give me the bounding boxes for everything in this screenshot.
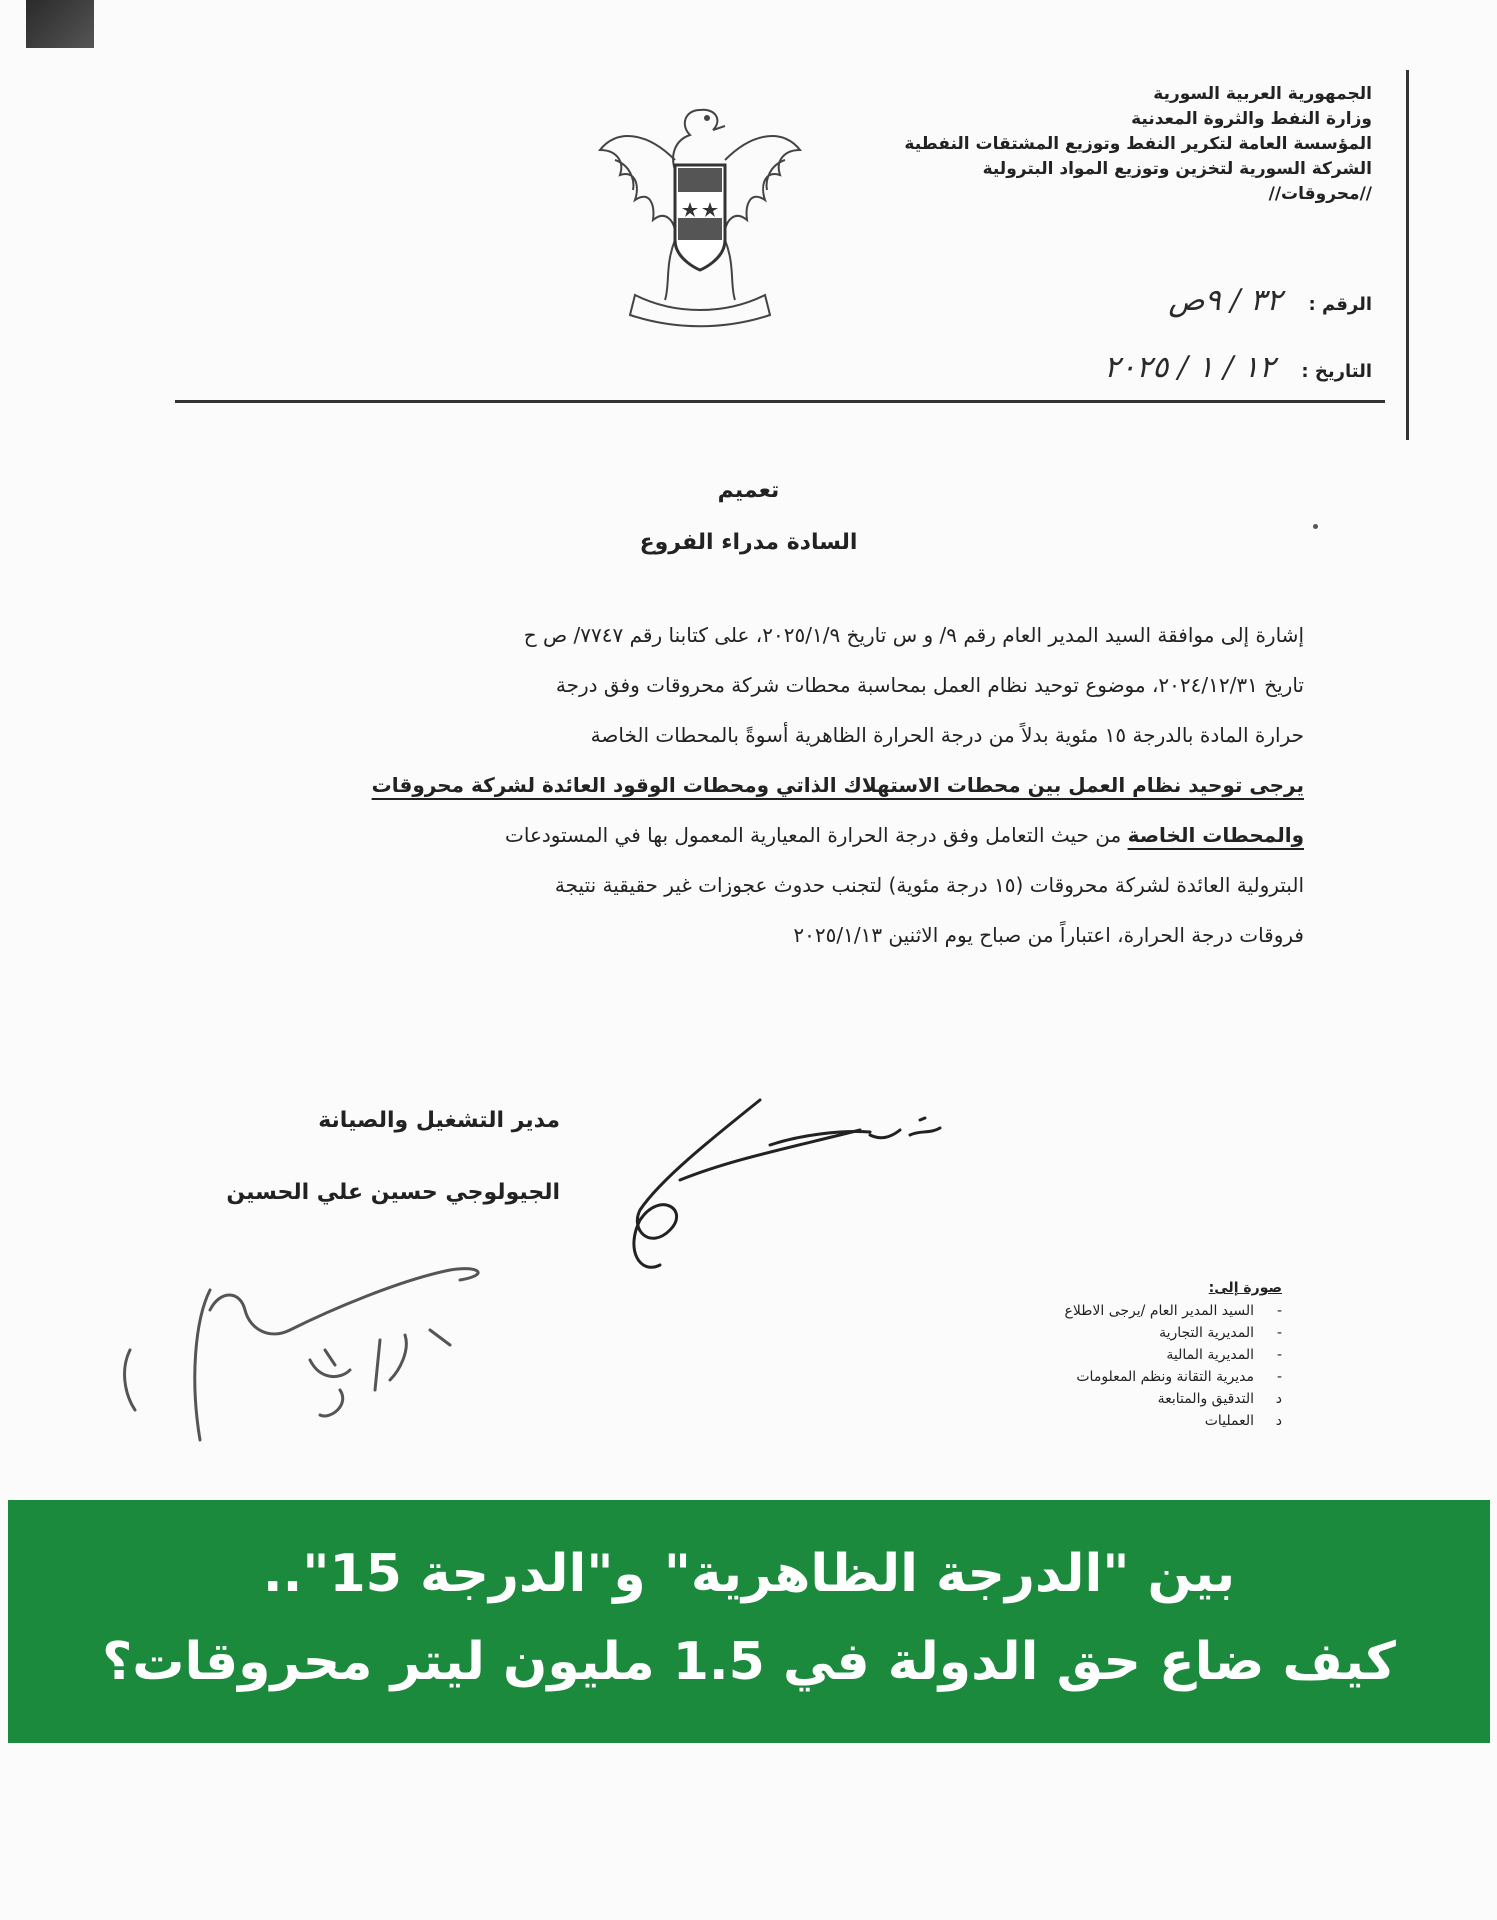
letterhead-line: الشركة السورية لتخزين وتوزيع المواد البترولية [982,159,1372,179]
cc-marker: - [1276,1369,1282,1385]
letterhead-line: وزارة النفط والثروة المعدنية [1131,109,1372,129]
cc-item [902,1300,1282,1322]
scan-dot [1313,524,1318,529]
cc-item [902,1344,1282,1366]
eagle-emblem-icon [595,90,805,330]
cc-item-text: التدقيق والمتابعة [1157,1391,1254,1407]
cc-item [902,1322,1282,1344]
cc-title: صورة إلى: [1208,1280,1282,1296]
letterhead-line: المؤسسة العامة لتكرير النفط وتوزيع المشتقات النفطية [904,134,1372,154]
headline-banner [8,1500,1490,1743]
cc-list [902,1280,1282,1432]
reference-number-value: ٣٢ / ٩ص [1168,283,1283,318]
cc-marker: - [1276,1347,1282,1363]
cc-item-text: السيد المدير العام /يرجى الاطلاع [1064,1303,1254,1319]
cc-item-text: المديرية التجارية [1159,1325,1254,1341]
cc-item-text: مديرية التقانة ونظم المعلومات [1076,1369,1254,1385]
body-line: إشارة إلى موافقة السيد المدير العام رقم ٩/ و س تاريخ ٢٠٢٥/١/٩، على كتابنا رقم ٧٧٤٧/ ص ح [523,623,1304,647]
handwritten-signature-icon [620,1090,980,1280]
margin-rule [1406,70,1409,440]
signatory-position: مدير التشغيل والصيانة [318,1108,560,1133]
scan-artifact [26,0,94,48]
cc-marker: - [1276,1325,1282,1341]
reference-number [1168,283,1372,318]
header-divider [175,400,1385,403]
reference-date [1104,350,1372,385]
cc-item-text: المديرية المالية [1166,1347,1254,1363]
letter-body [258,610,1304,960]
cc-marker: د [1275,1413,1282,1429]
body-line: فروقات درجة الحرارة، اعتباراً من صباح يوم الاثنين ٢٠٢٥/١/١٣ [793,923,1304,947]
body-line-fragment: من حيث التعامل وفق درجة الحرارة المعيارية المعمول بها في المستودعات [505,823,1122,847]
cc-item-text: العمليات [1204,1413,1254,1429]
body-emphasis-fragment: والمحطات الخاصة [1127,823,1304,847]
cc-marker: - [1276,1303,1282,1319]
reference-number-label: الرقم : [1308,294,1372,315]
cc-marker: د [1275,1391,1282,1407]
signatory-name: الجيولوجي حسين علي الحسين [226,1180,560,1205]
handwritten-initials-icon [110,1230,580,1470]
letterhead-line: الجمهورية العربية السورية [1153,84,1372,104]
document-title: تعميم [717,478,780,503]
reference-date-label: التاريخ : [1301,361,1372,382]
body-line: حرارة المادة بالدرجة ١٥ مئوية بدلاً من درجة الحرارة الظاهرية أسوةً بالمحطات الخاصة [590,723,1304,747]
addressee: السادة مدراء الفروع [639,530,858,555]
body-line [258,810,1304,860]
body-line-emphasis: يرجى توحيد نظام العمل بين محطات الاستهلاك الذاتي ومحطات الوقود العائدة لشركة محروقات [371,773,1304,797]
cc-item [902,1410,1282,1432]
cc-item [902,1388,1282,1410]
headline-line-1: بين "الدرجة الظاهرية" و"الدرجة 15".. [262,1544,1236,1604]
headline-line-2: كيف ضاع حق الدولة في 1.5 مليون ليتر محروقات؟ [102,1632,1396,1692]
cc-item [902,1366,1282,1388]
reference-date-value: ١٢ / ١ / ٢٠٢٥ [1103,350,1276,385]
body-line: البترولية العائدة لشركة محروقات (١٥ درجة مئوية) لتجنب حدوث عجوزات غير حقيقية نتيجة [554,873,1304,897]
body-line: تاريخ ٢٠٢٤/١٢/٣١، موضوع توحيد نظام العمل بمحاسبة محطات شركة محروقات وفق درجة [555,673,1304,697]
letterhead [852,82,1372,207]
letterhead-line: //محروقات// [1268,184,1372,204]
